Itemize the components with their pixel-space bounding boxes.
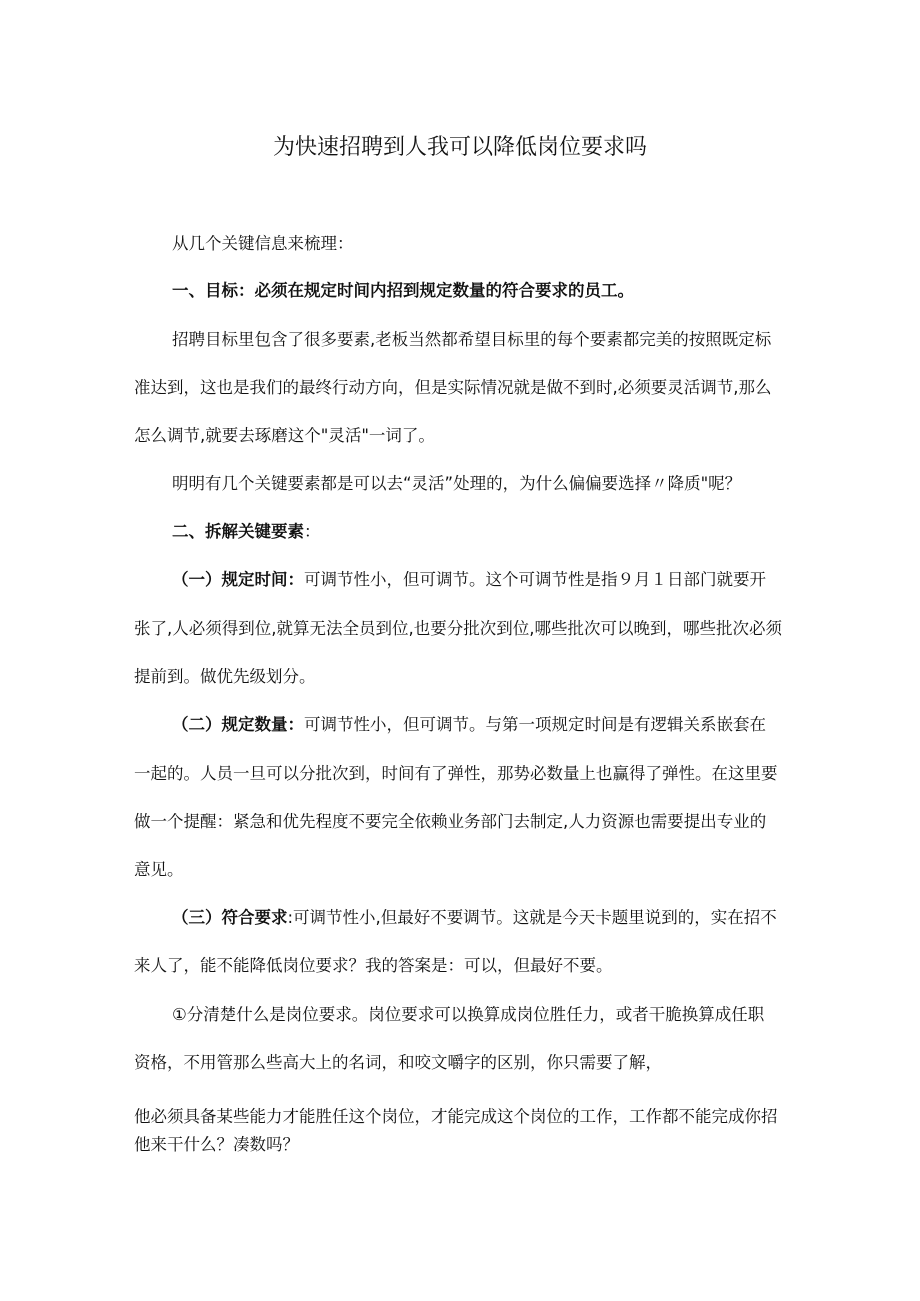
breakdown-heading	[134, 518, 794, 542]
goal-paragraph-line-2: 准达到，这也是我们的最终行动方向，但是实际情况就是做不到时,必须要灵活调节,那么	[134, 378, 772, 397]
goal-paragraph-line-1: 招聘目标里包含了很多要素,老板当然都希望目标里的每个要素都完美的按照既定标	[172, 330, 772, 349]
item3-line-2: 来人了，能不能降低岗位要求？我的答案是：可以，但最好不要。	[134, 956, 613, 975]
goal-paragraph-line-3: 怎么调节,就要去琢磨这个"灵活"一词了。	[134, 426, 435, 445]
item1-line-1	[134, 566, 794, 590]
item1-line-2: 张了,人必须得到位,就算无法全员到位,也要分批次到位,哪些批次可以晚到，哪些批次必须	[134, 619, 782, 638]
item1-label: （一）规定时间：	[172, 570, 304, 589]
item1-line-3: 提前到。做优先级划分。	[134, 667, 316, 686]
item2-line-4: 意见。	[134, 860, 184, 879]
point1-line-2: 资格，不用管那么些高大上的名词，和咬文嚼字的区别，你只需要了解，	[134, 1053, 662, 1072]
item3-text-1: :可调节性小,但最好不要调节。这就是今天卡题里说到的，实在招不	[287, 908, 777, 927]
page-title: 为快速招聘到人我可以降低岗位要求吗	[272, 135, 647, 160]
closing-line-1: 他必须具备某些能力才能胜任这个岗位，才能完成这个岗位的工作，工作都不能完成你招	[134, 1107, 778, 1126]
intro-paragraph: 从几个关键信息来梳理：	[172, 234, 354, 253]
goal-heading	[134, 277, 794, 301]
item2-text-1: 可调节性小，但可调节。与第一项规定时间是有逻辑关系嵌套在	[304, 715, 766, 734]
goal-paragraph-2: 明明有几个关键要素都是可以去“灵活”处理的，为什么偏偏要选择〃降质"呢？	[172, 474, 742, 493]
item2-line-3: 做一个提醒：紧急和优先程度不要完全依赖业务部门去制定,人力资源也需要提出专业的	[134, 812, 767, 831]
closing-line-2: 他来干什么？凑数吗？	[134, 1135, 299, 1154]
breakdown-heading-bold: 二、拆解关键要素	[172, 522, 304, 541]
point1-line-1: ①分清楚什么是岗位要求。岗位要求可以换算成岗位胜任力，或者干脆换算成任职	[172, 1005, 765, 1024]
item2-line-2: 一起的。人员一旦可以分批次到，时间有了弹性，那势必数量上也赢得了弹性。在这里要	[134, 764, 778, 783]
breakdown-heading-colon: ：	[304, 522, 321, 541]
item3-line-1	[134, 904, 794, 928]
item2-line-1	[134, 711, 794, 735]
goal-heading-text: 一、目标：必须在规定时间内招到规定数量的符合要求的员工。	[172, 281, 634, 300]
item1-text-1: 可调节性小，但可调节。这个可调节性是指９月１日部门就要开	[304, 570, 766, 589]
item2-label: （二）规定数量：	[172, 715, 304, 734]
item3-label: （三）符合要求	[172, 908, 288, 927]
